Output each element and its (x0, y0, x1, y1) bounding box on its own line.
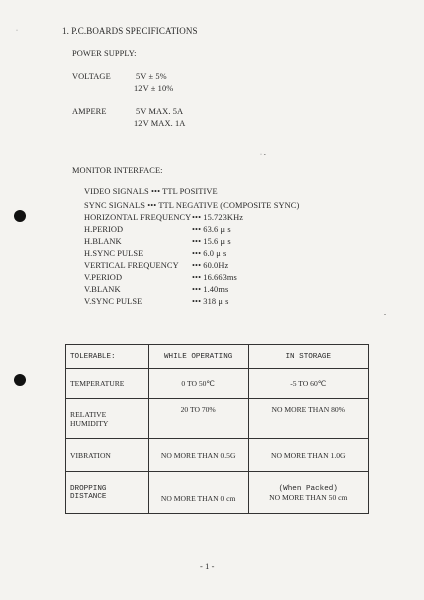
spec-value: ••• 318 μ s (192, 297, 229, 306)
storage-value (248, 472, 368, 514)
spec-value: ••• 15.723KHz (192, 213, 244, 222)
video-signals-line: VIDEO SIGNALS ••• TTL POSITIVE (84, 187, 218, 196)
spec-value: ••• 1.40ms (192, 285, 229, 294)
ampere-label: AMPERE (72, 107, 107, 116)
page-number: - 1 - (200, 562, 215, 571)
header-while-operating: WHILE OPERATING (148, 345, 248, 369)
spec-label: V.PERIOD (84, 273, 123, 282)
table-row (66, 399, 369, 439)
ampere-value-5v: 5V MAX. 5A (136, 107, 184, 116)
spec-value: ••• 15.6 μ s (192, 237, 231, 246)
punch-hole-top (14, 210, 26, 222)
storage-text: NO MORE THAN 50 cm (269, 493, 348, 502)
storage-value: NO MORE THAN 1.0G (248, 439, 368, 472)
spec-label: H.SYNC PULSE (84, 249, 144, 258)
row-label: RELATIVE HUMIDITY (66, 399, 149, 439)
operating-value: 0 TO 50℃ (148, 369, 248, 399)
voltage-label: VOLTAGE (72, 72, 111, 81)
stray-mark: - (384, 312, 387, 318)
monitor-interface-title: MONITOR INTERFACE: (72, 166, 163, 175)
row-label: DROPPING DISTANCE (66, 472, 149, 514)
stray-mark: · - (260, 152, 266, 158)
punch-hole-bottom (14, 374, 26, 386)
row-label: TEMPERATURE (66, 369, 149, 399)
sync-signals-line: SYNC SIGNALS ••• TTL NEGATIVE (COMPOSITE SYNC) (84, 201, 300, 210)
table-header-row (66, 345, 369, 369)
operating-value: NO MORE THAN 0 cm (148, 472, 248, 514)
spec-label: V.BLANK (84, 285, 121, 294)
table-row (66, 369, 369, 399)
ampere-value-12v: 12V MAX. 1A (134, 119, 186, 128)
operating-value: NO MORE THAN 0.5G (148, 439, 248, 472)
header-in-storage: IN STORAGE (248, 345, 368, 369)
storage-note: (When Packed) (278, 485, 338, 493)
table-row (66, 472, 369, 514)
spec-label: H.BLANK (84, 237, 122, 246)
tolerance-table (65, 344, 369, 514)
stray-mark: · (16, 28, 19, 34)
storage-value: -5 TO 60℃ (248, 369, 368, 399)
spec-value: ••• 16.663ms (192, 273, 237, 282)
voltage-value-5v: 5V ± 5% (136, 72, 167, 81)
storage-value: NO MORE THAN 80% (248, 399, 368, 439)
row-label: VIBRATION (66, 439, 149, 472)
table-row (66, 439, 369, 472)
spec-label: V.SYNC PULSE (84, 297, 143, 306)
spec-label: HORIZONTAL FREQUENCY (84, 213, 192, 222)
spec-label: H.PERIOD (84, 225, 124, 234)
voltage-value-12v: 12V ± 10% (134, 84, 174, 93)
spec-value: ••• 6.0 μ s (192, 249, 227, 258)
header-tolerable: TOLERABLE: (66, 345, 149, 369)
spec-value: ••• 63.6 μ s (192, 225, 231, 234)
spec-label: VERTICAL FREQUENCY (84, 261, 179, 270)
section-heading: 1. P.C.BOARDS SPECIFICATIONS (62, 26, 198, 36)
operating-value: 20 TO 70% (148, 399, 248, 439)
spec-value: ••• 60.0Hz (192, 261, 229, 270)
power-supply-title: POWER SUPPLY: (72, 49, 137, 58)
